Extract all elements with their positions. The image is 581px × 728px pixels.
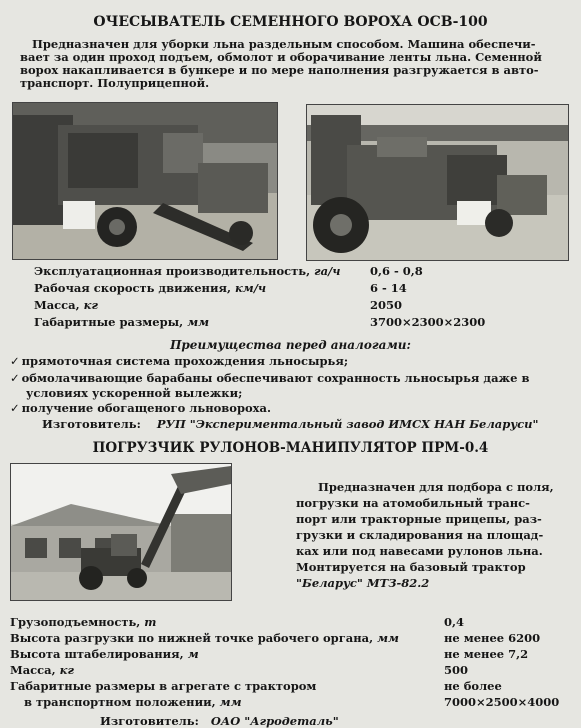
spec-value: 6 - 14: [370, 281, 407, 295]
harvester-photo-2: [306, 104, 569, 261]
loader-photo: [10, 463, 232, 601]
section1-title: ОЧЕСЫВАТЕЛЬ СЕМЕННОГО ВОРОХА ОСВ-100: [93, 14, 488, 30]
spec-value: не менее 7,2: [444, 647, 529, 661]
check-icon: ✓: [10, 401, 20, 415]
advantages-title: Преимущества перед аналогами:: [170, 338, 411, 352]
spec-label: Габаритные размеры в агрегате с трактором: [10, 679, 317, 693]
advantage-item-cont: условиях ускоренной вылежки;: [26, 386, 243, 400]
intro-line: Предназначен для уборки льна раздельным способом. Машина обеспечи-: [32, 37, 536, 51]
spec-label: Высота штабелирования, м: [10, 647, 199, 661]
harvester-photo-1: [12, 102, 278, 260]
spec-label: Масса, кг: [10, 663, 74, 677]
section2-title: ПОГРУЗЧИК РУЛОНОВ-МАНИПУЛЯТОР ПРМ-0.4: [92, 440, 489, 456]
section1-maker: Изготовитель: РУП "Экспериментальный завод ИМСХ НАН Беларуси": [42, 417, 539, 431]
intro-line: "Беларус" МТЗ-82.2: [296, 576, 430, 590]
intro-line: Предназначен для подбора с поля,: [318, 480, 554, 494]
spec-value: не более: [444, 679, 502, 693]
advantage-item: ✓ обмолачивающие барабаны обеспечивают сохранность льносырья даже в: [10, 371, 530, 385]
intro-line: вает за один проход подъем, обмолот и оборачивание ленты льна. Семенной: [20, 50, 542, 64]
spec-label: Габаритные размеры, мм: [34, 315, 210, 329]
intro-line: ках или под навесами рулонов льна.: [296, 544, 543, 558]
section2-maker: Изготовитель: ОАО "Агродеталь": [100, 714, 339, 728]
advantage-item: ✓ прямоточная система прохождения льносырья;: [10, 354, 349, 368]
intro-line: погрузки на атомобильный транс-: [296, 496, 530, 510]
intro-line: ворох накапливается в бункере и по мере наполнения разгружается в авто-: [20, 63, 539, 77]
spec-value: 0,4: [444, 615, 465, 629]
spec-label: Высота разгрузки по нижней точке рабочего органа, мм: [10, 631, 399, 645]
spec-value: 2050: [370, 298, 403, 312]
check-icon: ✓: [10, 354, 20, 368]
advantage-item: ✓ получение обогащеного льновороха.: [10, 401, 271, 415]
spec-label-cont: в транспортном положении, мм: [24, 695, 242, 709]
spec-value: 7000×2500×4000: [444, 695, 560, 709]
spec-label: Эксплуатационная производительность, га/ч: [34, 264, 341, 278]
spec-value: не менее 6200: [444, 631, 541, 645]
intro-line: транспорт. Полуприцепной.: [20, 76, 210, 90]
spec-label: Масса, кг: [34, 298, 98, 312]
check-icon: ✓: [10, 371, 20, 385]
spec-label: Грузоподъемность, т: [10, 615, 157, 629]
section1-intro: [20, 38, 565, 90]
intro-line: порт или тракторные прицепы, раз-: [296, 512, 542, 526]
spec-value: 500: [444, 663, 469, 677]
spec-value: 3700×2300×2300: [370, 315, 486, 329]
spec-value: 0,6 - 0,8: [370, 264, 423, 278]
spec-label: Рабочая скорость движения, км/ч: [34, 281, 267, 295]
intro-line: грузки и складирования на площад-: [296, 528, 544, 542]
intro-line: Монтируется на базовый трактор: [296, 560, 526, 574]
